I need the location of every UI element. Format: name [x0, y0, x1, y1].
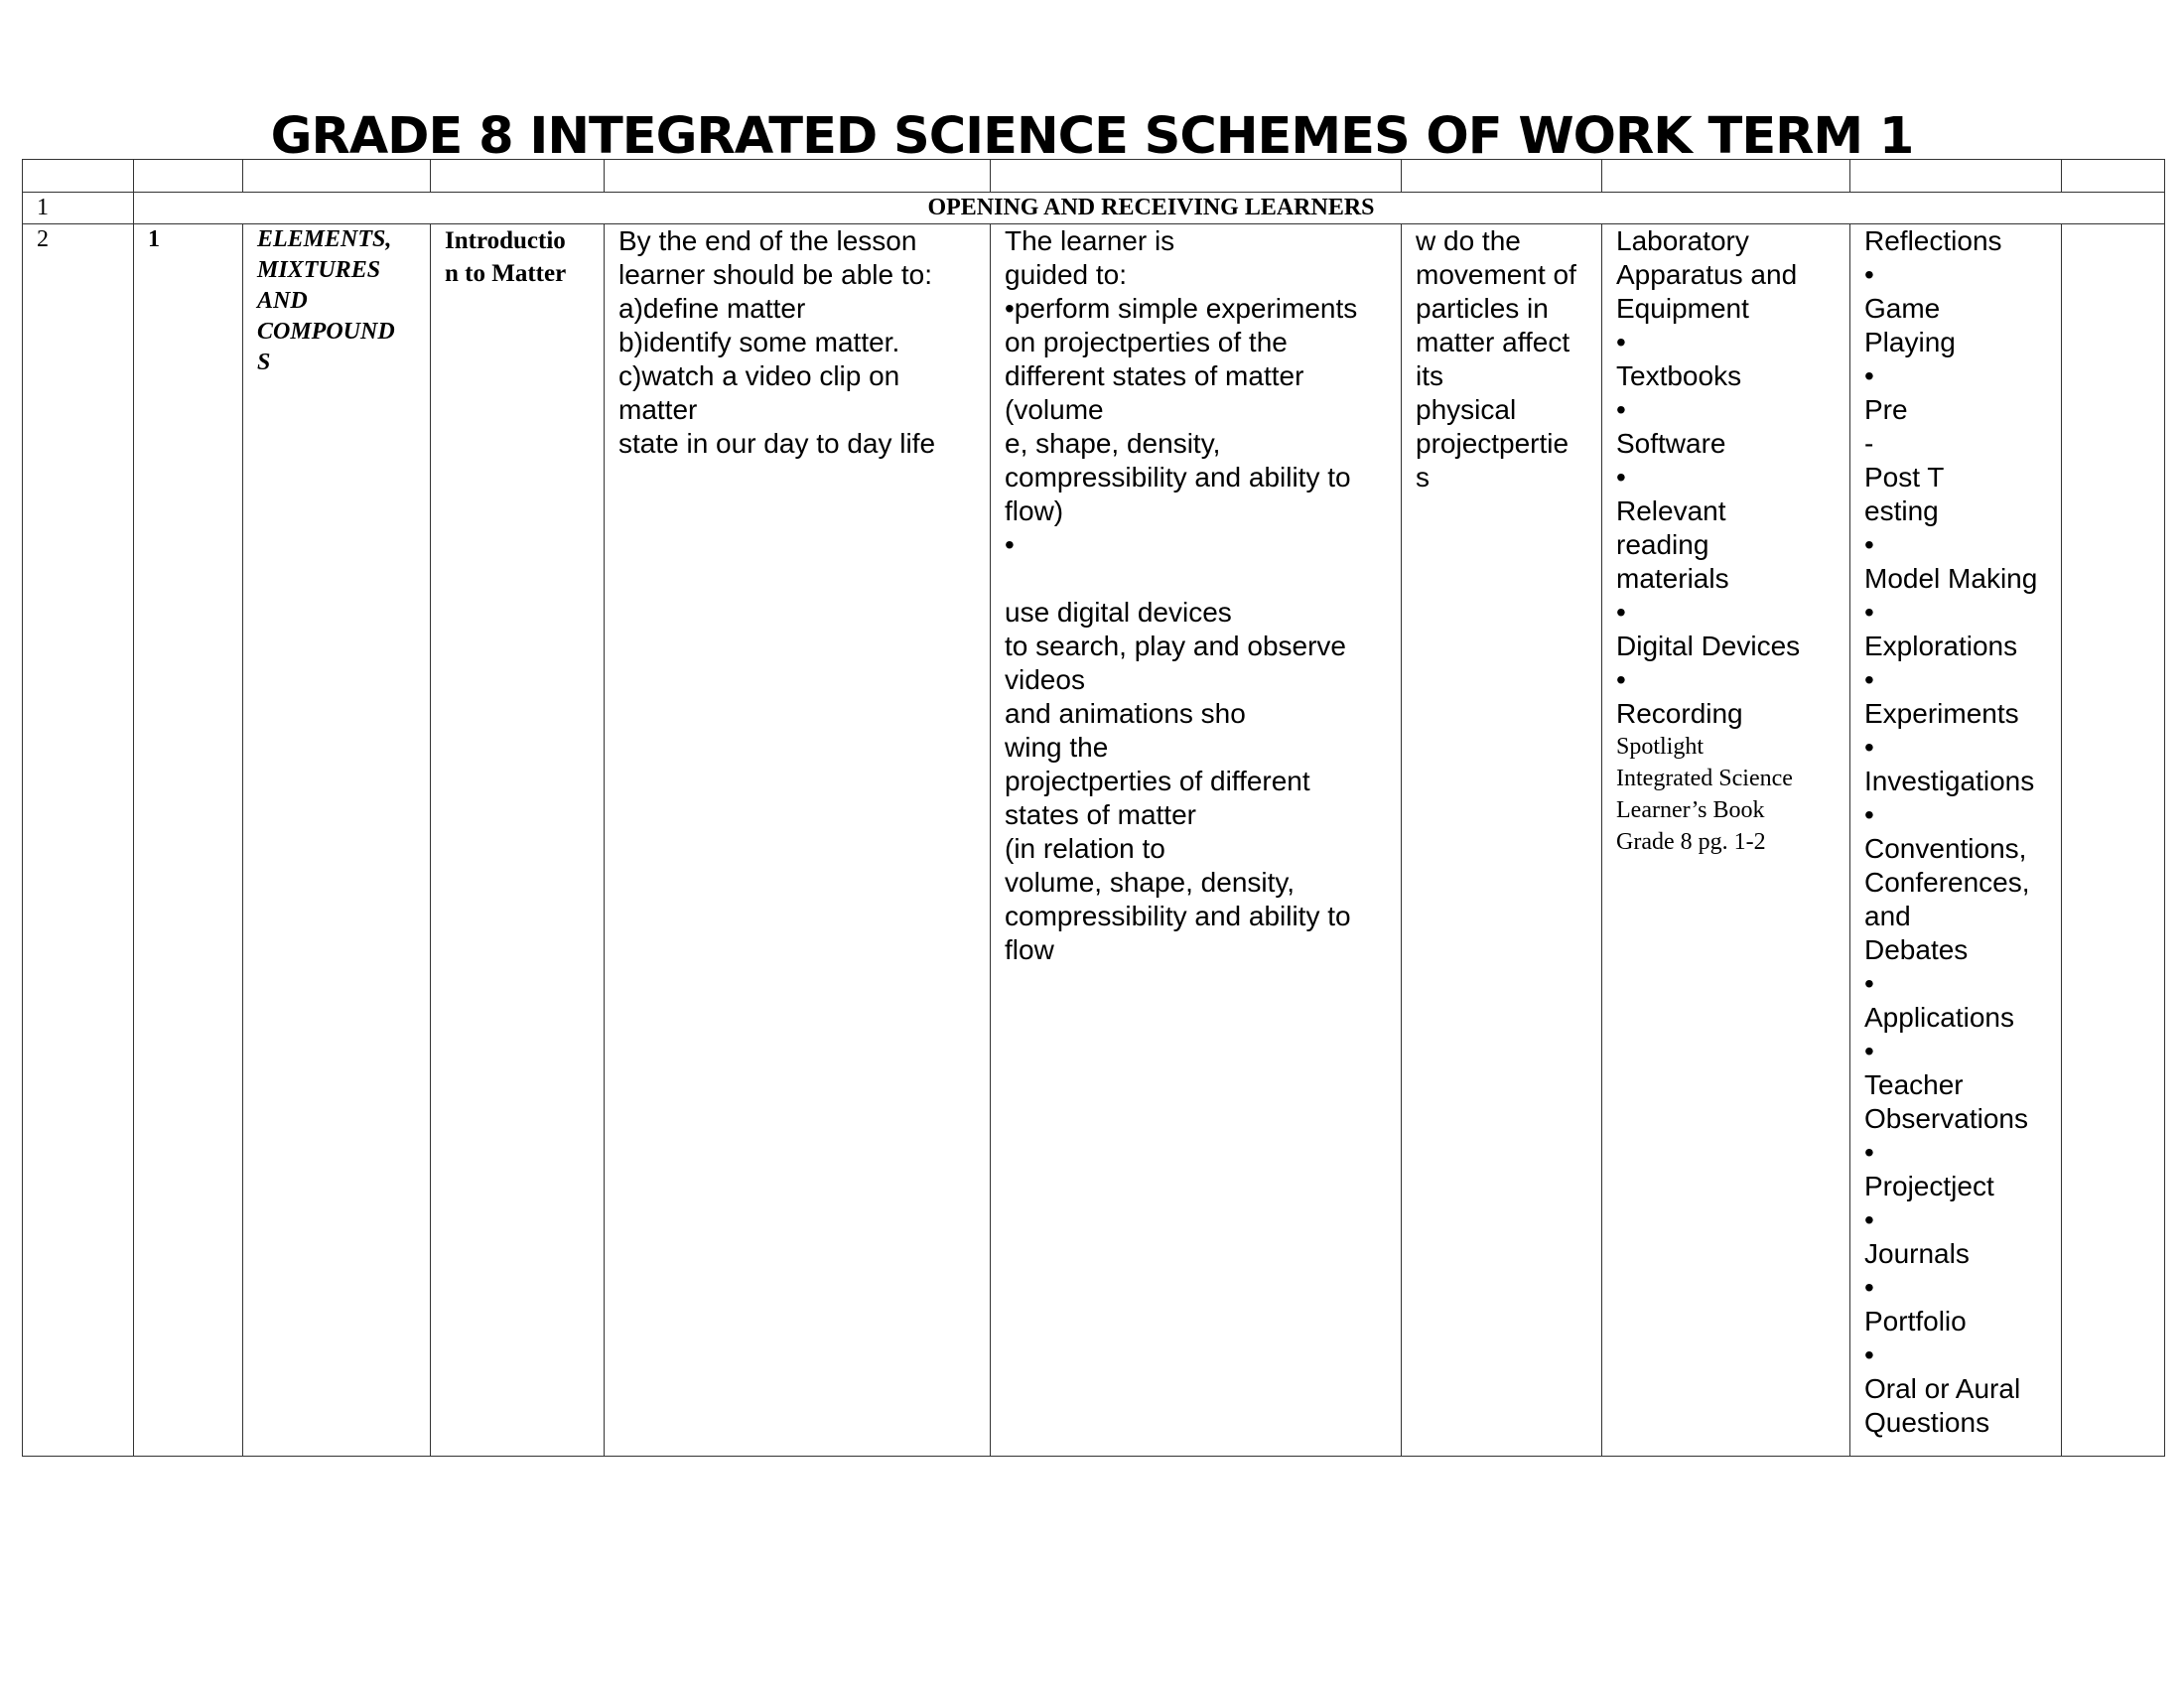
lesson-cell: 1 — [134, 224, 243, 1457]
assessment-line: Pre — [1864, 394, 1908, 425]
assessment-line: Explorations — [1864, 631, 2018, 661]
inquiry-line: s — [1416, 462, 1430, 492]
inquiry-line: particles in — [1416, 293, 1549, 324]
assessment-line: and — [1864, 901, 1911, 931]
assessment-bullet: • — [1864, 1137, 1874, 1168]
outcome-line: a)define matter — [618, 293, 806, 324]
resource-bullet: • — [1616, 664, 1626, 695]
inquiry-line: movement of — [1416, 259, 1576, 290]
assessment-bullet: • — [1864, 799, 1874, 830]
experience-line: states of matter — [1005, 799, 1196, 830]
assessment-line: Portfolio — [1864, 1306, 1967, 1336]
assessment-line: Debates — [1864, 934, 1969, 965]
inquiry-question-cell — [1402, 224, 1602, 1457]
resource-line: Laboratory — [1616, 225, 1749, 256]
book-reference — [1616, 731, 1840, 858]
experience-line: use digital devices — [1005, 597, 1232, 628]
learning-outcomes-cell — [605, 224, 991, 1457]
experience-line: wing the — [1005, 732, 1109, 763]
sub-strand-line: Introductio — [445, 227, 566, 254]
assessment-bullet: • — [1864, 732, 1874, 763]
book-line: Spotlight — [1616, 734, 1705, 760]
resource-line: reading — [1616, 529, 1709, 560]
outcome-line: learner should be able to: — [618, 259, 932, 290]
outcome-line: matter — [618, 394, 698, 425]
assessment-bullet: • — [1864, 1204, 1874, 1235]
assessment-line: Journals — [1864, 1238, 1970, 1269]
assessment-line: Conferences, — [1864, 867, 2030, 898]
inquiry-line: w do the — [1416, 225, 1521, 256]
strand-line: S — [257, 350, 271, 375]
assessment-bullet: • — [1864, 259, 1874, 290]
resource-line: Software — [1616, 428, 1726, 459]
assessment-bullet: • — [1864, 1339, 1874, 1370]
experience-line: on projectperties of the — [1005, 327, 1288, 357]
experience-line: flow — [1005, 934, 1054, 965]
resource-line: Apparatus and — [1616, 259, 1798, 290]
experience-line: flow) — [1005, 495, 1064, 526]
assessment-line: Observations — [1864, 1103, 2028, 1134]
strand-line: AND — [257, 288, 308, 314]
assessment-line: Model Making — [1864, 563, 2038, 594]
experience-line: and animations sho — [1005, 698, 1246, 729]
resource-line: Recording — [1616, 698, 1743, 729]
experience-line: e, shape, density, — [1005, 428, 1221, 459]
page-title: GRADE 8 INTEGRATED SCIENCE SCHEMES OF WORK TERM 1 — [270, 107, 1914, 166]
assessment-line: Conventions, — [1864, 833, 2027, 864]
experience-bullet: • — [1005, 529, 1015, 560]
strand-line: ELEMENTS, — [257, 226, 392, 252]
book-line: Grade 8 pg. 1-2 — [1616, 829, 1766, 855]
assessment-line: Teacher — [1864, 1069, 1964, 1100]
assessment-line: Applications — [1864, 1002, 2014, 1033]
assessment-line: esting — [1864, 495, 1939, 526]
resource-bullet: • — [1616, 462, 1626, 492]
inquiry-line: matter affect — [1416, 327, 1570, 357]
row-number: 1 — [23, 193, 134, 224]
experience-line: projectperties of different — [1005, 766, 1310, 796]
book-line: Learner’s Book — [1616, 797, 1765, 823]
resource-bullet: • — [1616, 327, 1626, 357]
assessment-bullet: • — [1864, 597, 1874, 628]
blank-header-row — [23, 160, 2165, 193]
experience-line: •perform simple experiments — [1005, 293, 1358, 324]
inquiry-line: physical — [1416, 394, 1517, 425]
strand-line: MIXTURES — [257, 257, 381, 283]
strand-line: COMPOUND — [257, 319, 395, 345]
sub-strand-line: n to Matter — [445, 260, 567, 287]
assessment-bullet: • — [1864, 664, 1874, 695]
assessment-line: Playing — [1864, 327, 1956, 357]
resource-line: Equipment — [1616, 293, 1749, 324]
experience-line: to search, play and observe — [1005, 631, 1346, 661]
assessment-bullet: • — [1864, 1272, 1874, 1303]
assessment-line: - — [1864, 428, 1874, 459]
assessment-line: Oral or Aural — [1864, 1373, 2021, 1404]
resource-bullet: • — [1616, 394, 1626, 425]
remarks-cell — [2062, 224, 2165, 1457]
assessment-line: Game — [1864, 293, 1941, 324]
assessment-line: Investigations — [1864, 766, 2035, 796]
outcome-line: b)identify some matter. — [618, 327, 900, 357]
table-row — [23, 193, 2165, 224]
assessment-line: Experiments — [1864, 698, 2019, 729]
resource-line: Textbooks — [1616, 360, 1742, 391]
sub-strand-cell — [431, 224, 605, 1457]
experience-line: guided to: — [1005, 259, 1127, 290]
spacer — [1005, 562, 1391, 596]
experience-line: compressibility and ability to — [1005, 901, 1351, 931]
learning-resources-cell — [1602, 224, 1850, 1457]
resource-line: Digital Devices — [1616, 631, 1801, 661]
inquiry-line: its — [1416, 360, 1443, 391]
assessment-line: Projectject — [1864, 1171, 1994, 1201]
resource-line: Relevant — [1616, 495, 1726, 526]
strand-cell — [243, 224, 431, 1457]
week-cell: 2 — [23, 224, 134, 1457]
experience-line: videos — [1005, 664, 1085, 695]
assessment-line: Reflections — [1864, 225, 2002, 256]
experience-line: different states of matter — [1005, 360, 1304, 391]
assessment-bullet: • — [1864, 968, 1874, 999]
book-line: Integrated Science — [1616, 766, 1793, 791]
opening-header: OPENING AND RECEIVING LEARNERS — [134, 193, 2165, 224]
learning-experiences-cell — [991, 224, 1402, 1457]
assessment-methods-cell — [1850, 224, 2062, 1457]
outcome-line: By the end of the lesson — [618, 225, 917, 256]
experience-line: (volume — [1005, 394, 1104, 425]
assessment-line: Questions — [1864, 1407, 1990, 1438]
inquiry-line: projectpertie — [1416, 428, 1570, 459]
table-row — [23, 224, 2165, 1457]
assessment-bullet: • — [1864, 360, 1874, 391]
outcome-line: c)watch a video clip on — [618, 360, 900, 391]
experience-line: volume, shape, density, — [1005, 867, 1296, 898]
experience-line: (in relation to — [1005, 833, 1165, 864]
experience-line: The learner is — [1005, 225, 1175, 256]
schemes-table — [22, 159, 2165, 1457]
assessment-bullet: • — [1864, 1036, 1874, 1066]
assessment-line: Post T — [1864, 462, 1945, 492]
outcome-line: state in our day to day life — [618, 428, 936, 459]
experience-line: compressibility and ability to — [1005, 462, 1351, 492]
resource-bullet: • — [1616, 597, 1626, 628]
assessment-bullet: • — [1864, 529, 1874, 560]
resource-line: materials — [1616, 563, 1729, 594]
